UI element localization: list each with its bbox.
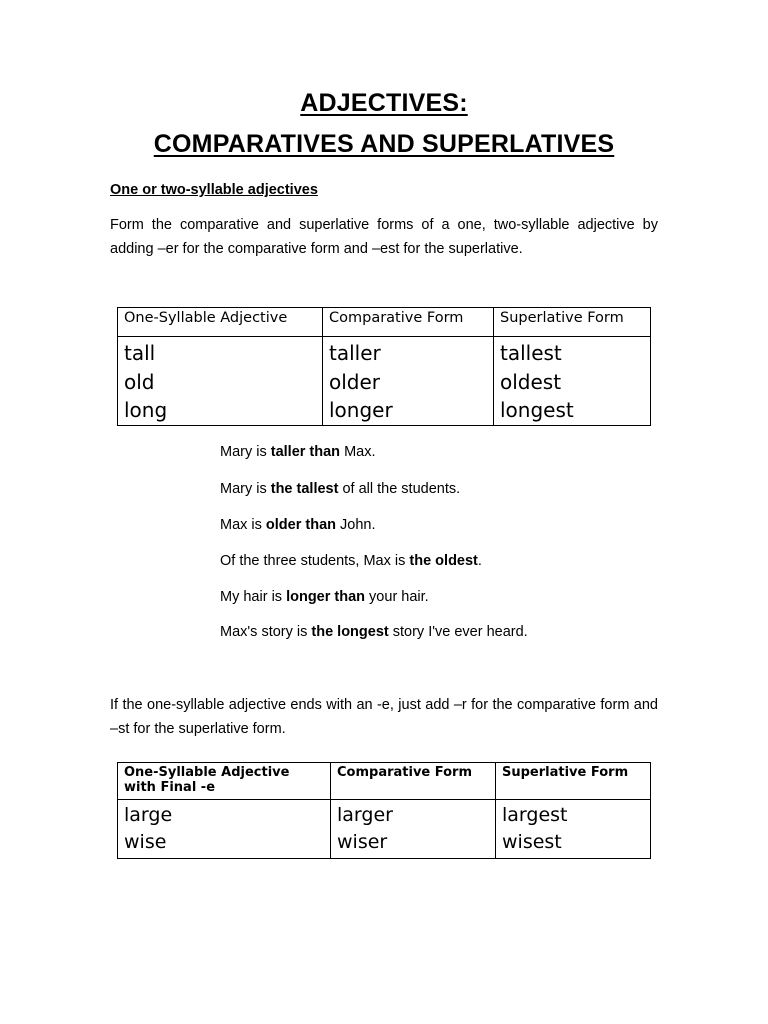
table-word: wise	[124, 831, 167, 853]
table-word: tall	[124, 341, 156, 365]
table-header-cell: Superlative Form	[496, 763, 651, 800]
example-sentence: Of the three students, Max is the oldest.	[220, 553, 482, 569]
comparative-cell	[331, 800, 496, 859]
final-e-paragraph: If the one-syllable adjective ends with an -e, just add –r for the comparative form and –st for the superlative form.	[110, 697, 658, 737]
example-sentence: Max's story is the longest story I've ever heard.	[220, 624, 528, 640]
table-word: tallest	[500, 341, 562, 365]
title-line-2: COMPARATIVES AND SUPERLATIVES	[153, 130, 615, 158]
section-heading: One or two-syllable adjectives	[110, 182, 318, 198]
title-line-1: ADJECTIVES:	[300, 89, 468, 117]
example-sentence: Mary is taller than Max.	[220, 444, 376, 460]
one-syllable-table	[117, 307, 651, 426]
table-header-cell: Comparative Form	[331, 763, 496, 800]
superlative-cell	[496, 800, 651, 859]
adjective-cell	[118, 800, 331, 859]
final-e-table	[117, 762, 651, 859]
table-word: largest	[502, 804, 568, 826]
intro-paragraph: Form the comparative and superlative forms of a one, two-syllable adjective by adding –er for the comparative form and –est for the superlative.	[110, 217, 658, 257]
table-word: older	[329, 369, 381, 394]
table-header-cell: Superlative Form	[494, 308, 651, 337]
comparative-cell	[323, 337, 494, 426]
table-word: old	[124, 369, 155, 394]
table-word: larger	[337, 804, 393, 826]
adjective-cell	[118, 337, 323, 426]
table-word: large	[124, 804, 173, 826]
example-sentence: Max is older than John.	[220, 517, 376, 533]
table-header-cell: Comparative Form	[323, 308, 494, 337]
superlative-cell	[494, 337, 651, 426]
table-header-cell: One-Syllable Adjective with Final -e	[118, 763, 331, 800]
example-sentence: Mary is the tallest of all the students.	[220, 481, 461, 497]
table-word: long	[124, 398, 168, 422]
table-word: wiser	[337, 831, 388, 853]
example-sentence: My hair is longer than your hair.	[220, 589, 429, 605]
table-word: longer	[329, 398, 393, 422]
table-word: taller	[329, 341, 381, 365]
table-word: longest	[500, 398, 574, 422]
table-row	[118, 800, 651, 859]
table-header-row	[118, 763, 651, 800]
table-header-row	[118, 308, 651, 337]
table-word: oldest	[500, 369, 562, 394]
table-header-cell: One-Syllable Adjective	[118, 308, 323, 337]
table-word: wisest	[502, 831, 562, 853]
table-row	[118, 337, 651, 426]
